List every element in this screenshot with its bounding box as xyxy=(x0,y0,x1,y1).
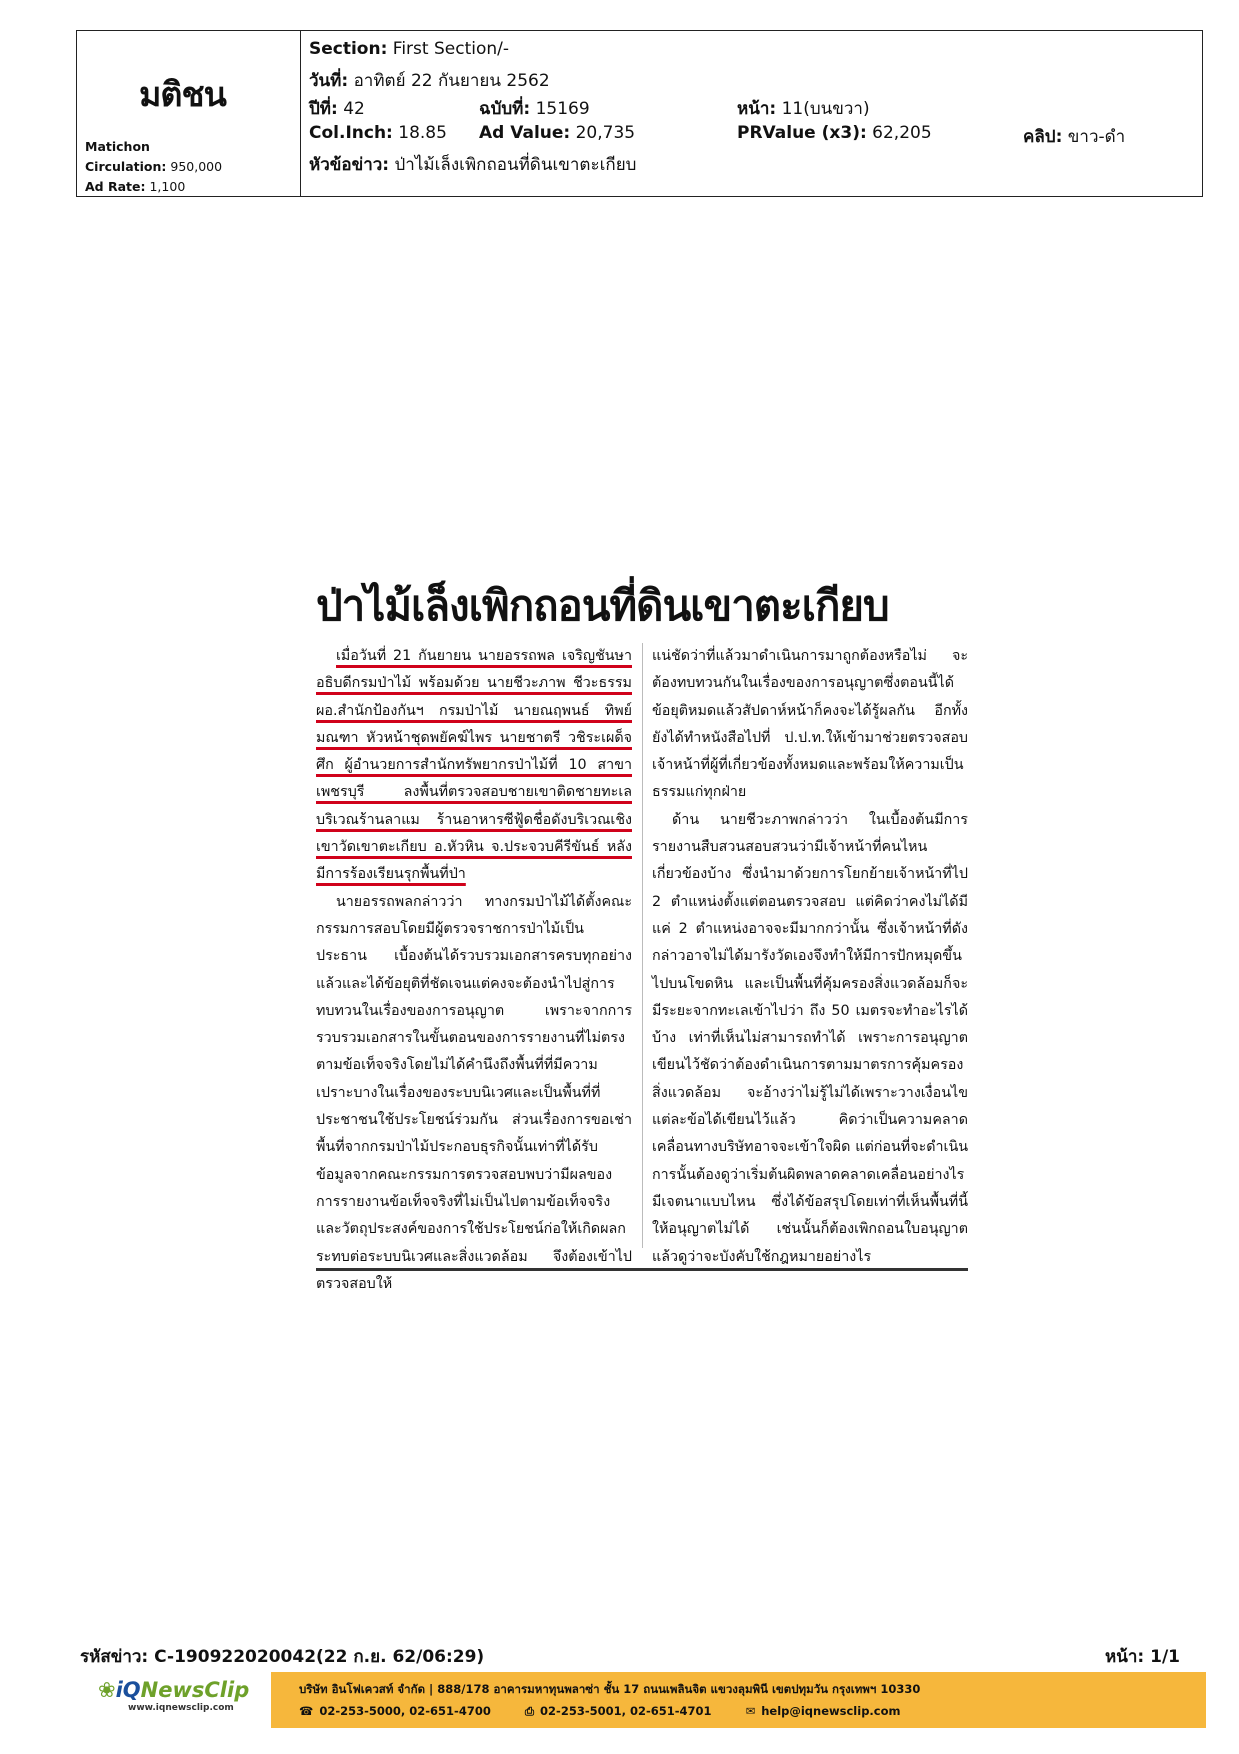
news-code-label: รหัสข่าว: xyxy=(80,1647,149,1667)
page-label: หน้า: xyxy=(737,99,777,119)
highlighted-lead: เมื่อวันที่ 21 กันยายน นายอรรถพล เจริญชันษา อธิบดีกรมป่าไม้ พร้อมด้วย นายชีวะภาพ ชีวะธรรม ผอ.สำนักป้องกันฯ กรมป่าไม้ นายณฤพนธ์ ทิพย์มณฑา หัวหน้าชุดพยัคฆ์ไพร นายชาตรี วชิระเผด็จศึก ผู้อำนวยการสำนักทรัพยากรป่าไม้ที่ 10 สาขาเพชรบุรี ลงพื้นที่ตรวจสอบชายเขาติดชายทะเล บริเวณร้านลาแม ร้านอาหารซีฟู้ดชื่อดังบริเวณเชิงเขาวัดเขาตะเกียบ อ.หัวหิน จ.ประจวบคีรีขันธ์ หลังมีการร้องเรียนรุกพื้นที่ป่า xyxy=(316,648,632,883)
section-value: First Section/- xyxy=(392,39,509,59)
date-row xyxy=(309,67,550,94)
email-item[interactable] xyxy=(746,1704,901,1718)
date-value: อาทิตย์ 22 กันยายน 2562 xyxy=(353,71,550,91)
publication-info xyxy=(85,137,222,197)
iqnewsclip-logo xyxy=(98,1678,250,1702)
section-label: Section: xyxy=(309,39,388,59)
advalue-cell xyxy=(479,123,635,143)
topic-row xyxy=(309,151,636,178)
clip-cell xyxy=(1023,123,1125,150)
news-article xyxy=(316,575,968,1292)
article-paragraph: แน่ชัดว่าที่แล้วมาดำเนินการมาถูกต้องหรือไม่ จะต้องทบทวนกันในเรื่องของการอนุญาตซึ่งตอนนี้ได้ข้อยุติหมดแล้วสัปดาห์หน้าก็คงจะได้รู้ผลกัน อีกทั้งยังได้ทำหนังสือไปที่ ป.ป.ท.ให้เข้ามาช่วยตรวจสอบเจ้าหน้าที่ผู้ที่เกี่ยวข้องทั้งหมดและพร้อมให้ความเป็นธรรมแก่ทุกฝ่าย xyxy=(652,648,968,801)
colinch-label: Col.Inch: xyxy=(309,123,393,143)
section-row xyxy=(309,39,509,59)
page-value: 11(บนขวา) xyxy=(781,99,870,119)
news-code xyxy=(80,1643,484,1670)
clip-label: คลิป: xyxy=(1023,127,1063,147)
year-value: 42 xyxy=(343,99,365,119)
clip-meta-panel xyxy=(301,31,1202,196)
article-lead-paragraph xyxy=(316,643,632,889)
page-count xyxy=(1105,1643,1180,1670)
prvalue-label: PRValue (x3): xyxy=(737,123,867,143)
iqnewsclip-brand[interactable] xyxy=(98,1678,250,1728)
email-value: help@iqnewsclip.com xyxy=(761,1704,901,1718)
advalue-value: 20,735 xyxy=(575,123,636,143)
contact-bar xyxy=(271,1672,1206,1728)
prvalue-value: 62,205 xyxy=(872,123,932,143)
page-cell xyxy=(737,95,870,122)
brand-logo-b: NewsClip xyxy=(140,1678,250,1702)
topic-value: ป่าไม้เล็งเพิกถอนที่ดินเขาตะเกียบ xyxy=(394,155,637,175)
clip-value: ขาว-ดำ xyxy=(1067,127,1126,147)
clip-header xyxy=(76,30,1203,197)
fax-icon: ⎙ xyxy=(524,1704,535,1718)
leaf-icon: ❀ xyxy=(98,1678,116,1702)
phone-item[interactable] xyxy=(299,1704,491,1718)
article-column-left xyxy=(316,643,632,1298)
colinch-cell xyxy=(309,123,447,143)
colinch-value: 18.85 xyxy=(398,123,447,143)
article-paragraph: ด้าน นายชีวะภาพกล่าวว่า ในเบื้องต้นมีการรายงานสืบสวนสอบสวนว่ามีเจ้าหน้าที่คนไหนเกี่ยวข้องบ้าง ซึ่งนำมาด้วยการโยกย้ายเจ้าหน้าที่ไป 2 ตำแหน่งตั้งแต่ตอนตรวจสอบ แต่คิดว่าคงไม่ได้มีแค่ 2 ตำแหน่งอาจจะมีมากกว่านั้น ซึ่งเจ้าหน้าที่ดังกล่าวอาจไม่ได้มารังวัดเองจึงทำให้มีการปักหมุดขึ้นไปบนโขดหิน และเป็นพื้นที่คุ้มครองสิ่งแวดล้อมก็จะมีระยะจากทะเลเข้าไปว่า ถึง 50 เมตรจะทำอะไรได้บ้าง เท่าที่เห็นไม่สามารถทำได้ เพราะการอนุญาตเขียนไว้ชัดว่าต้องดำเนินการตามมาตรการคุ้มครองสิ่งแวดล้อม จะอ้างว่าไม่รู้ไม่ได้เพราะวางเงื่อนไขแต่ละข้อได้เขียนไว้แล้ว คิดว่าเป็นความคลาดเคลื่อนทางบริษัทอาจจะเข้าใจผิด แต่ก่อนที่จะดำเนินการนั้นต้องดูว่าเริ่มต้นผิดพลาดคลาดเคลื่อนอย่างไร มีเจตนาแบบไหน ซึ่งได้ข้อสรุปโดยเท่าที่เห็นพื้นที่นี้ให้อนุญาตไม่ได้ เช่นนั้นก็ต้องเพิกถอนใบอนุญาต แล้วดูว่าจะบังคับใช้กฎหมายอย่างไร xyxy=(652,811,968,1265)
issue-value: 15169 xyxy=(535,99,590,119)
brand-logo-a: iQ xyxy=(115,1678,141,1702)
article-headline: ป่าไม้เล็งเพิกถอนที่ดินเขาตะเกียบ xyxy=(316,581,889,630)
ad-rate-label: Ad Rate: xyxy=(85,179,146,194)
phone-value: 02-253-5000, 02-651-4700 xyxy=(319,1704,491,1718)
matichon-logo: มติชน xyxy=(139,75,226,115)
mail-icon: ✉ xyxy=(745,1704,756,1718)
company-address: บริษัท อินโฟเควสท์ จำกัด | 888/178 อาคารมหาทุนพลาซ่า ชั้น 17 ถนนเพลินจิต แขวงลุมพินี เขตปทุมวัน กรุงเทพฯ 10330 xyxy=(299,1682,921,1696)
issue-cell xyxy=(479,95,590,122)
article-paragraph: นายอรรถพลกล่าวว่า ทางกรมป่าไม้ได้ตั้งคณะกรรมการสอบโดยมีผู้ตรวจราชการป่าไม้เป็นประธาน เบื้องต้นได้รวบรวมเอกสารครบทุกอย่างแล้วและได้ข้อยุติที่ชัดเจนแต่คงจะต้องนำไปสู่การทบทวนในเรื่องของการอนุญาต เพราะจากการรวบรวมเอกสารในขั้นตอนของการรายงานที่ไม่ตรงตามข้อเท็จจริงโดยไม่ได้คำนึงถึงพื้นที่ที่มีความเปราะบางในเรื่องของระบบนิเวศและเป็นพื้นที่ที่ประชาชนใช้ประโยชน์ร่วมกัน ส่วนเรื่องการขอเช่าพื้นที่จากกรมป่าไม้ประกอบธุรกิจนั้นเท่าที่ได้รับข้อมูลจากคณะกรรมการตรวจสอบพบว่ามีผลของการรายงานข้อเท็จจริงที่ไม่เป็นไปตามข้อเท็จจริงและวัตถุประสงค์ของการใช้ประโยชน์ก่อให้เกิดผลกระทบต่อระบบนิเวศและสิ่งแวดล้อม จึงต้องเข้าไปตรวจสอบให้ xyxy=(316,893,632,1292)
phone-icon: ☎ xyxy=(299,1704,314,1718)
publication-panel xyxy=(77,31,301,196)
year-label: ปีที่: xyxy=(309,99,338,119)
prvalue-cell xyxy=(737,123,932,143)
circulation-label: Circulation: xyxy=(85,159,167,174)
article-column-right xyxy=(652,643,968,1271)
advalue-label: Ad Value: xyxy=(479,123,571,143)
fax-item xyxy=(525,1704,712,1719)
year-cell xyxy=(309,95,365,122)
date-label: วันที่: xyxy=(309,71,349,91)
ad-rate-value: 1,100 xyxy=(149,179,186,194)
issue-label: ฉบับที่: xyxy=(479,99,531,119)
page-count-value: 1/1 xyxy=(1150,1647,1180,1667)
brand-url[interactable]: www.iqnewsclip.com xyxy=(128,1703,234,1713)
column-divider xyxy=(642,643,643,1248)
article-bottom-rule xyxy=(316,1268,968,1271)
fax-value: 02-253-5001, 02-651-4701 xyxy=(540,1704,712,1718)
publication-name: Matichon xyxy=(85,139,150,154)
circulation-value: 950,000 xyxy=(170,159,223,174)
page-count-label: หน้า: xyxy=(1105,1647,1145,1667)
contact-details xyxy=(299,1704,931,1719)
topic-label: หัวข้อข่าว: xyxy=(309,155,390,175)
news-code-value: C-190922020042(22 ก.ย. 62/06:29) xyxy=(154,1647,485,1667)
